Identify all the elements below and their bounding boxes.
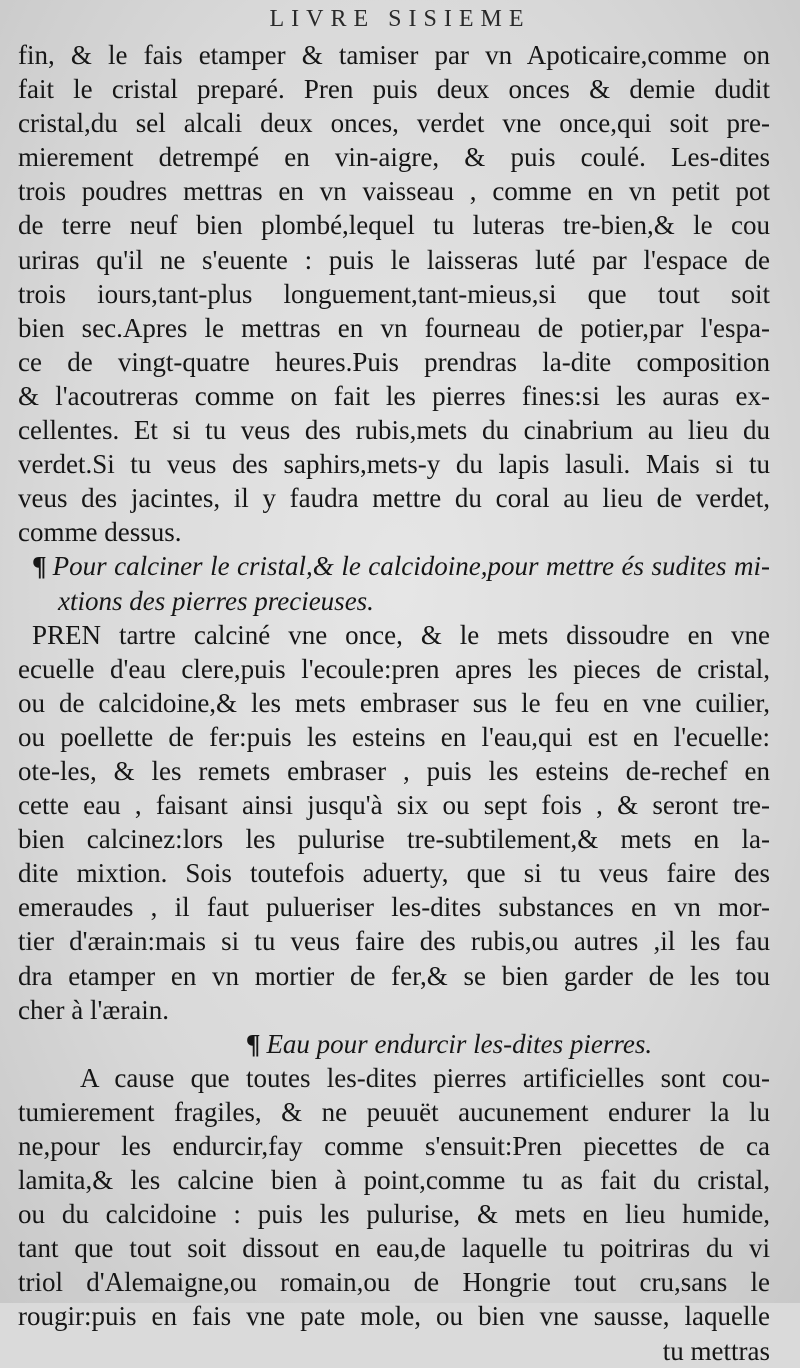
page-text	[18, 38, 770, 1368]
text-line: A cause que toutes les-dites pierres artificielles sont cou-	[80, 1062, 770, 1093]
text-line: cellentes. Et si tu veus des rubis,mets du cinabrium au lieu du	[18, 415, 770, 446]
text-line: ecuelle d'eau clere,puis l'ecoule:pren apres les pieces de cristal,	[18, 653, 770, 684]
text-line: triol d'Alemaigne,ou romain,ou de Hongrie tout cru,sans le	[18, 1267, 770, 1298]
text-line: uriras qu'il ne s'euente : puis le laisseras luté par l'espace de	[18, 244, 770, 275]
text-line: ou de calcidoine,& les mets embraser sus le feu en vne cuilier,	[18, 687, 770, 718]
text-line: dite mixtion. Sois toutefois aduerty, que si tu veus faire des	[18, 858, 770, 889]
text-line: fin, & le fais etamper & tamiser par vn Apoticaire,comme on	[18, 40, 770, 70]
text-line: tant que tout soit dissout en eau,de laquelle tu poitriras du vi	[18, 1233, 770, 1264]
text-line: verdet.Si tu veus des saphirs,mets-y du lapis lasuli. Mais si tu	[18, 449, 770, 480]
text-line: lamita,& les calcine bien à point,comme tu as fait du cristal,	[18, 1165, 770, 1196]
text-line: ou du calcidoine : puis les pulurise, & mets en lieu humide,	[18, 1199, 770, 1230]
pilcrow-icon: ¶	[245, 1028, 261, 1059]
text-line: emeraudes , il faut pulueriser les-dites substances en vn mor-	[18, 892, 770, 923]
text-line: tumierement fragiles, & ne peuuët aucunement endurer la lu	[18, 1096, 770, 1127]
running-header: LIVRE SISIEME	[269, 6, 531, 32]
text-line: veus des jacintes, il y faudra mettre du coral au lieu de verdet,	[18, 483, 770, 514]
text-line: tier d'ærain:mais si tu veus faire des rubis,ou autres ,il les fau	[18, 926, 770, 957]
text-line: mierement detrempé en vin-aigre, & puis coulé. Les-dites	[18, 142, 770, 173]
text-line: comme dessus.	[18, 517, 182, 548]
text-line: PREN tartre calciné vne once, & le mets dissoudre en vne	[32, 619, 770, 650]
text-line: & l'acoutreras comme on fait les pierres fines:si les auras ex-	[18, 380, 770, 411]
text-line: trois iours,tant-plus longuement,tant-mieus,si que tout soit	[18, 278, 770, 309]
heading-text: Eau pour endurcir les-dites pierres.	[266, 1028, 653, 1059]
section-heading	[18, 1027, 770, 1061]
text-line: fait le cristal preparé. Pren puis deux onces & demie dudit	[18, 74, 770, 105]
text-line: cher à l'ærain.	[18, 994, 170, 1025]
text-line: ne,pour les endurcir,fay comme s'ensuit:Pren piecettes de ca	[18, 1131, 770, 1161]
heading-text: Pour calciner le cristal,& le calcidoine,pour mettre és sudites mi-	[52, 551, 770, 582]
text-line: trois poudres mettras en vn vaisseau , comme en vn petit pot	[18, 176, 770, 207]
text-line: ote-les, & les remets embraser , puis les esteins de-rechef en	[18, 755, 770, 786]
text-line: cette eau , faisant ainsi jusqu'à six ou sept fois , & seront tre-	[18, 790, 770, 821]
text-line: bien calcinez:lors les pulurise tre-subtilement,& mets en la-	[18, 824, 770, 855]
text-line: cristal,du sel alcali deux onces, verdet vne once,qui soit pre-	[18, 108, 770, 139]
section-heading	[18, 549, 770, 583]
text-line: ce de vingt-quatre heures.Puis prendras la-dite composition	[18, 346, 770, 377]
section-heading-continuation: xtions des pierres precieuses.	[58, 585, 374, 616]
text-line: de terre neuf bien plombé,lequel tu luteras tre-bien,& le cou	[18, 210, 770, 241]
text-line: ou poellette de fer:puis les esteins en l'eau,qui est en l'ecuelle:	[18, 721, 770, 752]
text-line: dra etamper en vn mortier de fer,& se bien garder de les tou	[18, 960, 770, 991]
text-line: rougir:puis en fais vne pate mole, ou bien vne sausse, laquelle	[18, 1301, 770, 1332]
pilcrow-icon: ¶	[32, 551, 47, 582]
catchword: tu mettras	[662, 1335, 770, 1366]
text-line: bien sec.Apres le mettras en vn fourneau de potier,par l'espa-	[18, 312, 770, 343]
